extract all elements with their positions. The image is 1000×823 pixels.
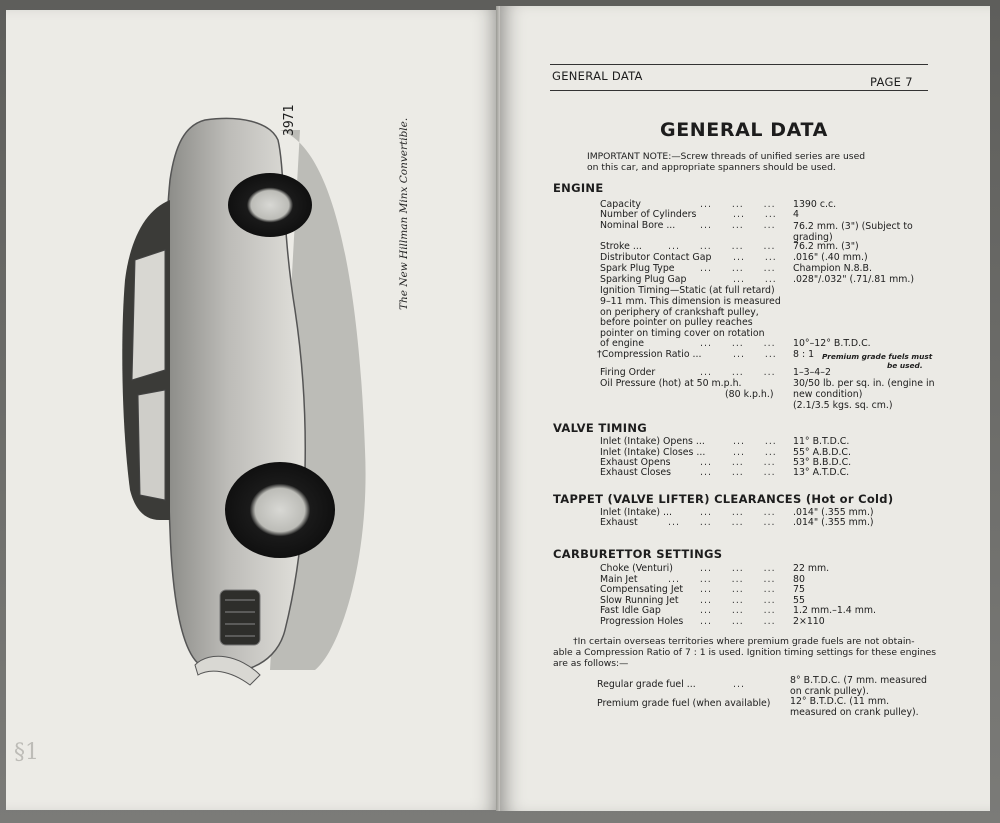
stroke-label: Stroke ... [600, 241, 642, 252]
leader-dots: ... ... ... ... [668, 241, 776, 252]
valve-row-value: 11° B.T.D.C. [793, 436, 850, 447]
tappet-row-value: .014" (.355 mm.) [793, 507, 874, 518]
tappet-row-label: Exhaust [600, 517, 638, 528]
cylinders-label: Number of Cylinders [600, 209, 697, 220]
header-section: GENERAL DATA [552, 69, 643, 83]
plug-gap-label: Sparking Plug Gap [600, 274, 687, 285]
ignition-line5: pointer on timing cover on rotation [600, 328, 765, 339]
valve-timing-heading: VALVE TIMING [553, 421, 648, 435]
stroke-value: 76.2 mm. (3") [793, 241, 859, 252]
premium-fuel-label: Premium grade fuel (when available) [597, 698, 771, 709]
capacity-label: Capacity [600, 199, 641, 210]
valve-row-value: 13° A.T.D.C. [793, 467, 850, 478]
leader-dots: ... ... ... [700, 367, 776, 378]
compression-value: 8 : 1 [793, 349, 815, 360]
leader-dots: ... ... [733, 436, 777, 447]
carb-row-value: 2×110 [793, 616, 825, 627]
carb-row-label: Fast Idle Gap [600, 605, 661, 616]
leader-dots: ... ... [733, 252, 777, 263]
carb-row-label: Progression Holes [600, 616, 684, 627]
plate-number: 3971 [282, 104, 297, 136]
leader-dots: ... ... ... [700, 595, 776, 606]
compression-note-line2: be used. [887, 361, 923, 370]
carb-row-label: Slow Running Jet [600, 595, 679, 606]
leader-dots: ... ... ... [700, 605, 776, 616]
important-note-line1: IMPORTANT NOTE:—Screw threads of unified series are used [587, 151, 866, 162]
leader-dots: ... ... ... ... [668, 517, 776, 528]
ignition-line2: 9–11 mm. This dimension is measured [600, 296, 781, 307]
regular-fuel-label: Regular grade fuel ... [597, 679, 696, 690]
important-note-line2: on this car, and appropriate spanners should be used. [587, 162, 836, 173]
tappet-row-value: .014" (.355 mm.) [793, 517, 874, 528]
oil-pressure-label-line1: Oil Pressure (hot) at 50 m.p.h. [600, 378, 742, 389]
ignition-line1: Ignition Timing—Static (at full retard) [600, 285, 775, 296]
premium-fuel-value-line1: 12° B.T.D.C. (11 mm. [790, 696, 890, 707]
plug-gap-value: .028"/.032" (.71/.81 mm.) [793, 274, 915, 285]
regular-fuel-value-line2: on crank pulley). [790, 686, 869, 697]
oil-pressure-value-line1: 30/50 lb. per sq. in. (engine in [793, 378, 935, 389]
page-number: PAGE 7 [870, 75, 913, 89]
regular-fuel-value-line1: 8° B.T.D.C. (7 mm. measured [790, 675, 928, 686]
carb-row-label: Choke (Venturi) [600, 563, 673, 574]
leader-dots: ... ... ... ... [668, 574, 776, 585]
valve-row-label: Exhaust Opens [600, 457, 671, 468]
car-illustration [110, 110, 380, 690]
leader-dots: ... ... ... [700, 616, 776, 627]
caption-text: The New Hillman Minx Convertible. [398, 117, 410, 310]
bore-value-line1: 76.2 mm. (3") (Subject to [793, 221, 913, 232]
plug-type-label: Spark Plug Type [600, 263, 675, 274]
carb-row-label: Compensating Jet [600, 584, 684, 595]
header-top-rule [550, 64, 928, 65]
page-title: GENERAL DATA [660, 119, 828, 141]
cylinders-value: 4 [793, 209, 799, 220]
leader-dots: ... ... ... [700, 220, 776, 231]
leader-dots: ... [733, 679, 745, 690]
ignition-line6: of engine [600, 338, 644, 349]
ignition-line3: on periphery of crankshaft pulley, [600, 307, 759, 318]
contact-gap-value: .016" (.40 mm.) [793, 252, 868, 263]
leader-dots: ... ... ... [700, 563, 776, 574]
contact-gap-label: Distributor Contact Gap [600, 252, 712, 263]
valve-row-value: 53° B.B.D.C. [793, 457, 852, 468]
plug-type-value: Champion N.8.B. [793, 263, 872, 274]
compression-note-line1: Premium grade fuels must [822, 352, 933, 361]
leader-dots: ... ... ... [700, 199, 776, 210]
firing-order-label: Firing Order [600, 367, 656, 378]
valve-row-label: Exhaust Closes [600, 467, 672, 478]
oil-pressure-label-line2: (80 k.p.h.) [725, 389, 774, 400]
compression-label: †Compression Ratio ... [597, 349, 702, 360]
leader-dots: ... ... ... [700, 457, 776, 468]
leader-dots: ... ... ... [700, 584, 776, 595]
carb-row-value: 80 [793, 574, 805, 585]
leader-dots: ... ... [733, 447, 777, 458]
ignition-value: 10°–12° B.T.D.C. [793, 338, 871, 349]
header-bottom-rule [550, 90, 928, 91]
leader-dots: ... ... [733, 274, 777, 285]
tappet-heading: TAPPET (VALVE LIFTER) CLEARANCES (Hot or Cold) [553, 492, 894, 506]
valve-row-value: 55° A.B.D.C. [793, 447, 851, 458]
carb-row-label: Main Jet [600, 574, 638, 585]
capacity-value: 1390 c.c. [793, 199, 837, 210]
bore-label: Nominal Bore ... [600, 220, 676, 231]
engine-heading: ENGINE [553, 181, 604, 195]
leader-dots: ... ... ... [700, 338, 776, 349]
leader-dots: ... ... ... [700, 507, 776, 518]
valve-row-label: Inlet (Intake) Opens ... [600, 436, 705, 447]
leader-dots: ... ... [733, 349, 777, 360]
oil-pressure-value-line2: new condition) [793, 389, 863, 400]
carb-row-value: 55 [793, 595, 805, 606]
valve-row-label: Inlet (Intake) Closes ... [600, 447, 706, 458]
tappet-row-label: Inlet (Intake) ... [600, 507, 672, 518]
leader-dots: ... ... ... [700, 467, 776, 478]
footnote-line2: able a Compression Ratio of 7 : 1 is used. Ignition timing settings for these engines [553, 647, 937, 658]
footnote-line1: †In certain overseas territories where premium grade fuels are not obtain- [573, 636, 915, 647]
carb-row-value: 75 [793, 584, 805, 595]
carb-row-value: 1.2 mm.–1.4 mm. [793, 605, 876, 616]
bore-value-line2: grading) [793, 232, 833, 243]
page-mark: §1 [14, 740, 39, 765]
ignition-line4: before pointer on pulley reaches [600, 317, 753, 328]
premium-fuel-value-line2: measured on crank pulley). [790, 707, 919, 718]
leader-dots: ... ... ... [700, 263, 776, 274]
carb-row-value: 22 mm. [793, 563, 830, 574]
carburettor-heading: CARBURETTOR SETTINGS [553, 547, 723, 561]
oil-pressure-value-line3: (2.1/3.5 kgs. sq. cm.) [793, 400, 893, 411]
leader-dots: ... ... [733, 209, 777, 220]
footnote-line3: are as follows:— [553, 658, 629, 669]
firing-order-value: 1–3–4–2 [793, 367, 831, 378]
